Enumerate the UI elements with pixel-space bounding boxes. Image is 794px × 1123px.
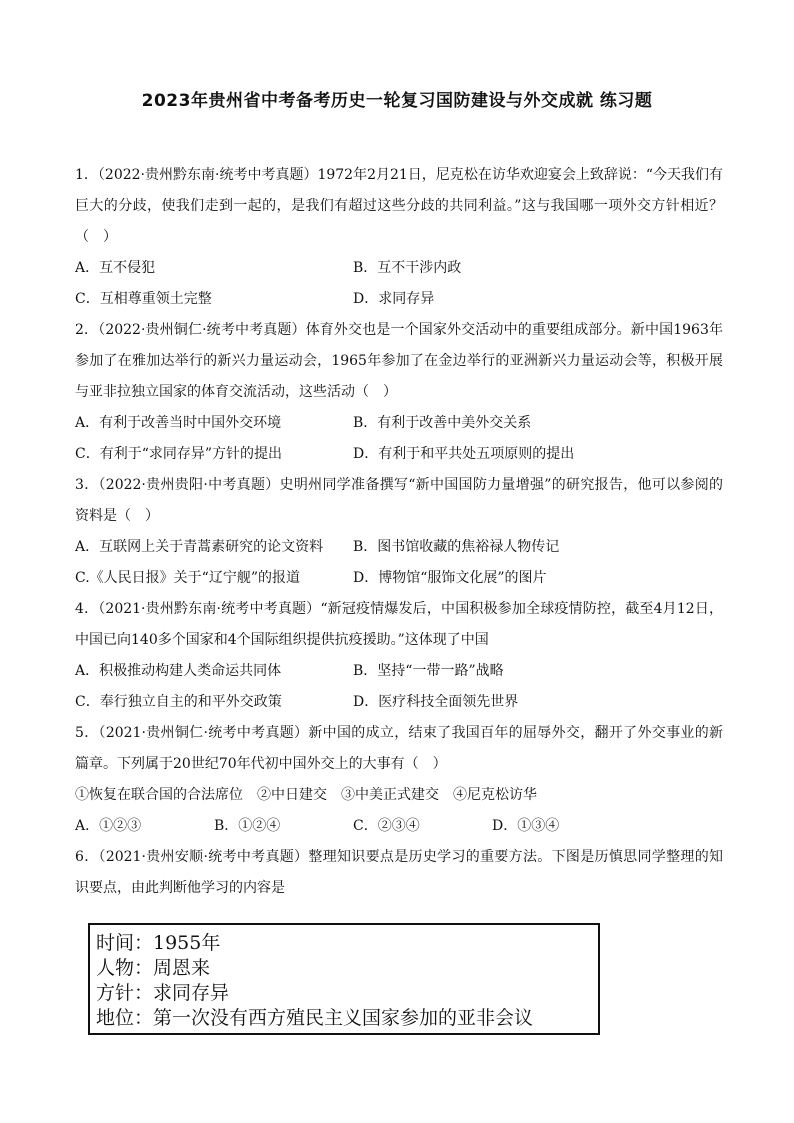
question-stem: 2．（2022·贵州铜仁·统考中考真题）体育外交也是一个国家外交活动中的重要组成部分。新中国1963年参加了在雅加达举行的新兴力量运动会，1965年参加了在金边举行的亚洲新兴力量运动会等，积极开展与亚非拉独立国家的体育交流活动，这些活动（ ） xyxy=(75,322,723,400)
question-stem: 4．（2021·贵州黔东南·统考中考真题）“新冠疫情爆发后，中国积极参加全球疫情防控，截至4月12日，中国已向140多个国家和4个国际组织提供抗疫援助。”这体现了中国 xyxy=(75,601,723,648)
option-c[interactable]: C．奉行独立自主的和平外交政策 xyxy=(75,694,282,710)
question-3 xyxy=(75,470,723,594)
option-d[interactable]: D．①③④ xyxy=(492,818,560,834)
option-c[interactable]: C．互相尊重领土完整 xyxy=(75,291,212,307)
option-c[interactable]: C．②③④ xyxy=(353,818,420,834)
question-stem: 1．（2022·贵州黔东南·统考中考真题）1972年2月21日，尼克松在访华欢迎宴会上致辞说：“今天我们有巨大的分歧，使我们走到一起的，是我们有超过这些分歧的共同利益。”这与我国哪一项外交方针相近？（ ） xyxy=(75,167,723,245)
option-d[interactable]: D．求同存异 xyxy=(353,291,435,307)
option-b[interactable]: B．坚持“一带一路”战略 xyxy=(353,663,504,679)
option-a[interactable]: A．①②③ xyxy=(75,818,142,834)
option-b[interactable]: B．互不干涉内政 xyxy=(353,260,462,276)
question-2 xyxy=(75,315,723,470)
note-policy: 方针：求同存异 xyxy=(96,982,230,1004)
question-stem: 6．（2021·贵州安顺·统考中考真题）整理知识要点是历史学习的重要方法。下图是历慎思同学整理的知识要点，由此判断他学习的内容是 xyxy=(75,849,723,896)
question-1 xyxy=(75,160,723,315)
options-row xyxy=(75,811,723,842)
option-a[interactable]: A．有利于改善当时中国外交环境 xyxy=(75,415,282,431)
option-b[interactable]: B．有利于改善中美外交关系 xyxy=(353,415,532,431)
option-d[interactable]: D．博物馆“服饰文化展”的图片 xyxy=(353,570,547,586)
note-status: 地位：第一次没有西方殖民主义国家参加的亚非会议 xyxy=(96,1007,534,1029)
options-row xyxy=(75,563,723,594)
options-row xyxy=(75,439,723,470)
question-stem: 5．（2021·贵州铜仁·统考中考真题）新中国的成立，结束了我国百年的屈辱外交，翻开了外交事业的新篇章。下列属于20世纪70年代初中国外交上的大事有（ ） xyxy=(75,725,723,772)
question-items: ①恢复在联合国的合法席位 ②中日建交 ③中美正式建交 ④尼克松访华 xyxy=(75,787,537,803)
options-row xyxy=(75,656,723,687)
question-stem: 3．（2022·贵州贵阳·中考真题）史明州同学准备撰写“新中国国防力量增强”的研究报告，他可以参阅的资料是（ ） xyxy=(75,477,723,524)
option-a[interactable]: A．积极推动构建人类命运共同体 xyxy=(75,663,282,679)
options-row xyxy=(75,408,723,439)
option-c[interactable]: C.《人民日报》关于“辽宁舰”的报道 xyxy=(75,570,300,586)
option-d[interactable]: D．医疗科技全面领先世界 xyxy=(353,694,519,710)
option-b[interactable]: B．图书馆收藏的焦裕禄人物传记 xyxy=(353,539,560,555)
question-6 xyxy=(75,842,723,904)
question-4 xyxy=(75,594,723,718)
option-d[interactable]: D．有利于和平共处五项原则的提出 xyxy=(353,446,575,462)
question-5 xyxy=(75,718,723,842)
option-a[interactable]: A．互联网上关于青蒿素研究的论文资料 xyxy=(75,539,324,555)
note-time: 时间：1955年 xyxy=(96,932,221,954)
options-row xyxy=(75,284,723,315)
question-list xyxy=(75,160,723,904)
knowledge-note-box xyxy=(88,923,600,1035)
note-person: 人物：周恩来 xyxy=(96,957,211,979)
option-a[interactable]: A．互不侵犯 xyxy=(75,260,156,276)
page-title: 2023年贵州省中考备考历史一轮复习国防建设与外交成就 练习题 xyxy=(141,91,653,111)
options-row xyxy=(75,532,723,563)
option-b[interactable]: B．①②④ xyxy=(214,818,281,834)
option-c[interactable]: C．有利于“求同存异”方针的提出 xyxy=(75,446,283,462)
options-row xyxy=(75,253,723,284)
options-row xyxy=(75,687,723,718)
